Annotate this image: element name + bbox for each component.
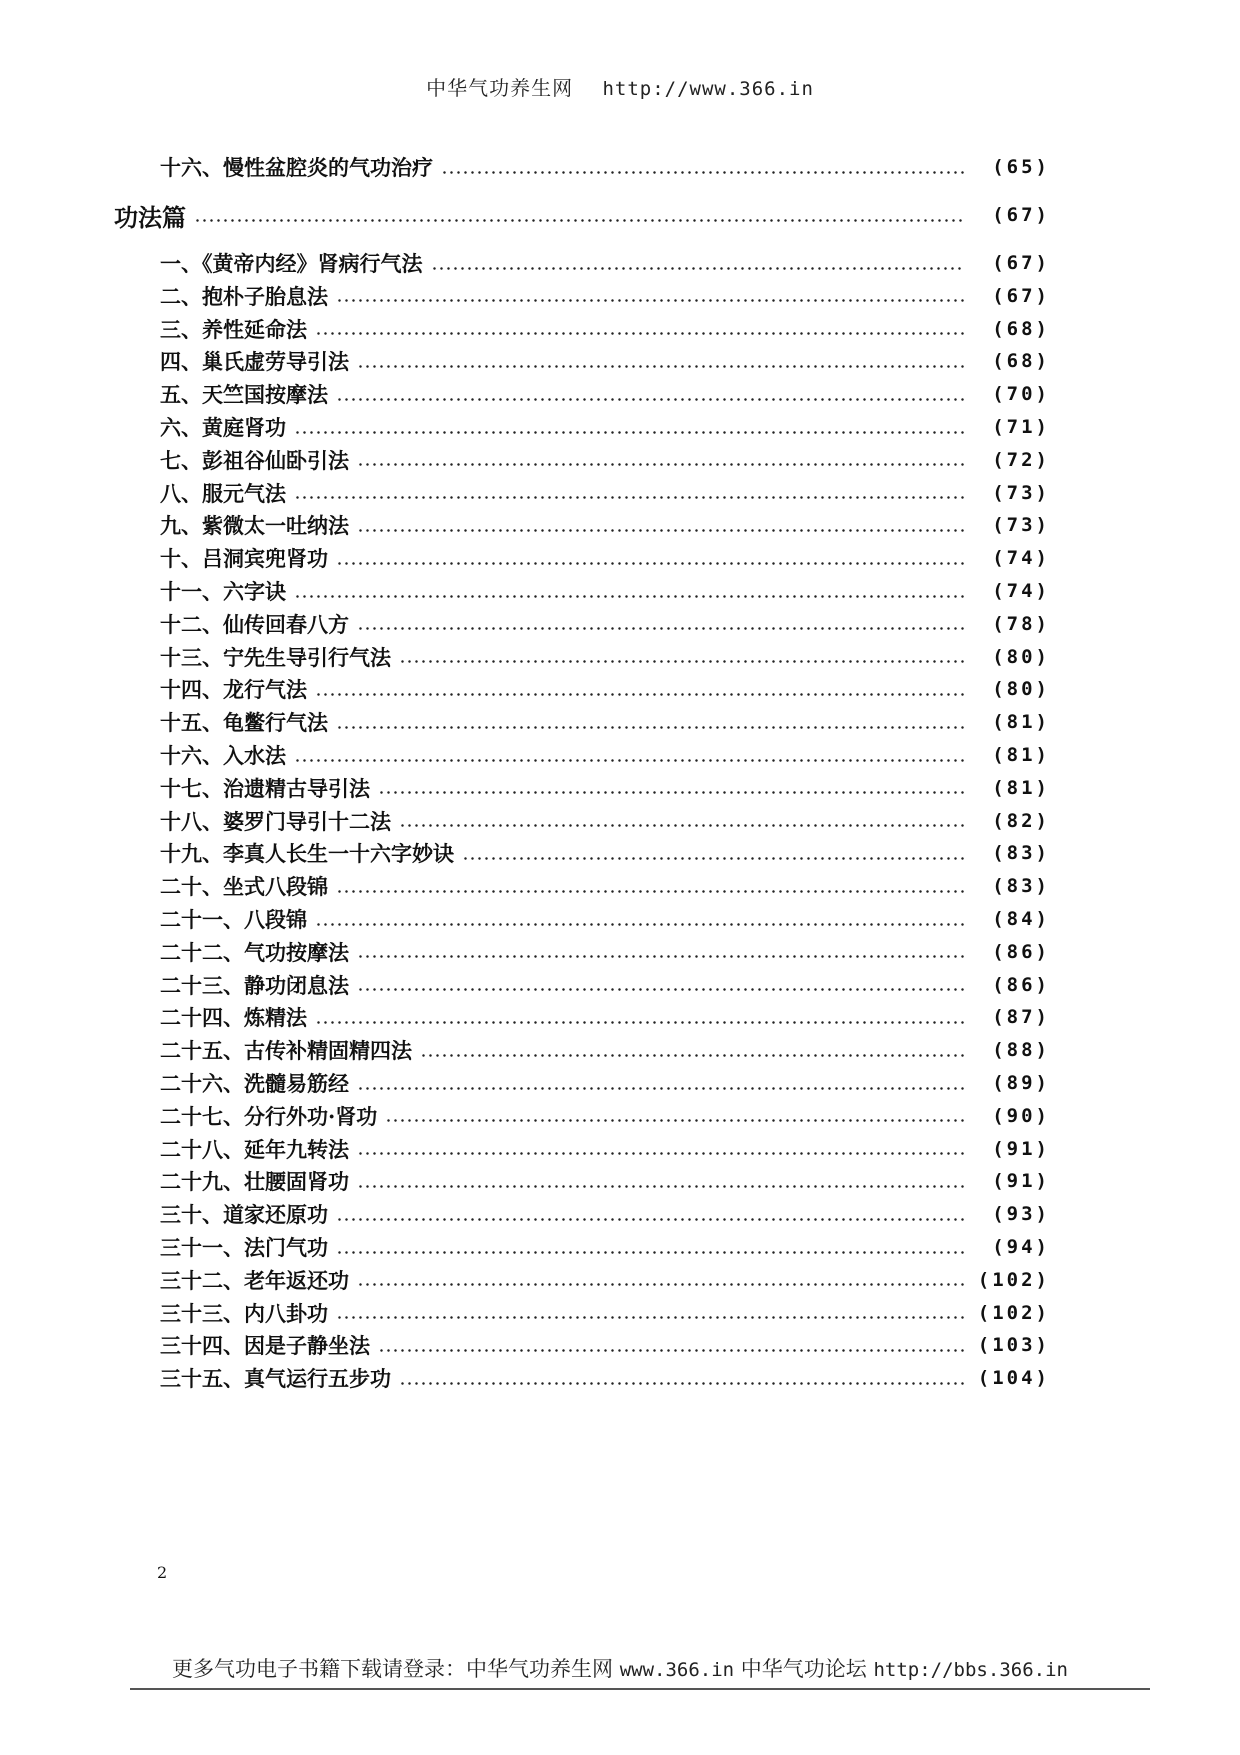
- toc-entry-title: 五、天竺国按摩法: [160, 382, 328, 408]
- toc-entry[interactable]: [160, 937, 1050, 967]
- toc-entry-page: (67): [992, 284, 1050, 307]
- toc-entry-page: (83): [992, 842, 1050, 865]
- dot-leader: [294, 759, 964, 762]
- toc-entry-title: 十四、龙行气法: [160, 677, 307, 703]
- toc-entry[interactable]: [160, 1035, 1050, 1065]
- toc-entry-page: (68): [992, 317, 1050, 340]
- dot-leader: [336, 1251, 964, 1254]
- toc-entry-title: 二十九、壮腰固肾功: [160, 1169, 349, 1195]
- toc-entry[interactable]: [160, 740, 1050, 770]
- toc-entry-title: 二十四、炼精法: [160, 1005, 307, 1031]
- toc-entry[interactable]: [160, 248, 1050, 278]
- toc-entry-title: 二十六、洗髓易筋经: [160, 1071, 349, 1096]
- toc-entry-page: (93): [992, 1203, 1050, 1226]
- toc-entry-title: 十三、宁先生导引行气法: [160, 644, 391, 670]
- toc-entry-title: 二十七、分行外功·肾功: [160, 1103, 378, 1129]
- dot-leader: [420, 1054, 964, 1057]
- toc-entry-page: (102): [977, 1268, 1050, 1291]
- toc-entry[interactable]: [160, 576, 1050, 606]
- toc-entry[interactable]: [160, 1330, 1050, 1360]
- dot-leader: [378, 1349, 964, 1352]
- toc-entry[interactable]: [160, 281, 1050, 311]
- toc-entry-page: (74): [992, 547, 1050, 570]
- toc-entry[interactable]: [160, 773, 1050, 803]
- dot-leader: [357, 1087, 964, 1090]
- toc-entry-title: 二十、坐式八段锦: [160, 874, 328, 900]
- toc-entry-page: (81): [992, 776, 1050, 799]
- toc-entry-page: (87): [992, 1006, 1050, 1029]
- toc-entry-page: (86): [992, 973, 1050, 996]
- dot-leader: [315, 332, 964, 335]
- toc-entry[interactable]: [160, 1166, 1050, 1196]
- toc-entry-title: 一、《黄帝内经》肾病行气法: [160, 251, 423, 276]
- dot-leader: [357, 529, 964, 532]
- toc-entry-title: 三、养性延命法: [160, 316, 307, 342]
- toc-entry[interactable]: [160, 478, 1050, 508]
- toc-entry-title: 十六、慢性盆腔炎的气功治疗: [160, 155, 433, 180]
- toc-entry-page: (71): [992, 416, 1050, 438]
- toc-entry-title: 十六、入水法: [160, 743, 286, 768]
- toc-entry[interactable]: [160, 806, 1050, 836]
- toc-entry[interactable]: [160, 871, 1050, 901]
- footer-forum-label: 中华气功论坛: [740, 1657, 867, 1681]
- dot-leader: [357, 988, 964, 991]
- toc-entry-page: (88): [992, 1039, 1050, 1062]
- toc-entry-page: (94): [992, 1236, 1050, 1258]
- dot-leader: [357, 463, 964, 466]
- dot-leader: [357, 627, 964, 630]
- toc-entry-title: 十二、仙传回春八方: [160, 611, 349, 637]
- toc-entry-page: (91): [992, 1137, 1050, 1160]
- toc-entry-title: 二、抱朴子胎息法: [160, 283, 328, 309]
- toc-entry[interactable]: [160, 510, 1050, 540]
- toc-entry-title: 十七、治遗精古导引法: [160, 775, 370, 801]
- toc-entry-title: 二十八、延年九转法: [160, 1136, 349, 1162]
- toc-entry-page: (73): [992, 514, 1050, 537]
- toc-entry-title: 八、服元气法: [160, 480, 286, 506]
- toc-entry-title: 二十五、古传补精固精四法: [160, 1038, 412, 1064]
- page-header: [0, 72, 1240, 101]
- toc-entry[interactable]: [160, 904, 1050, 934]
- toc-entry[interactable]: [160, 642, 1050, 672]
- toc-entry-title: 十五、龟鳖行气法: [160, 710, 328, 736]
- dot-leader: [336, 562, 964, 565]
- toc-entry-page: (70): [992, 383, 1050, 406]
- dot-leader: [294, 431, 964, 434]
- toc-entry-title: 功法篇: [114, 202, 186, 232]
- toc-entry-title: 四、巢氏虚劳导引法: [160, 349, 349, 375]
- toc-entry[interactable]: [160, 1363, 1050, 1393]
- toc-entry[interactable]: [160, 445, 1050, 475]
- toc-entry-page: (78): [992, 612, 1050, 635]
- dot-leader: [399, 824, 964, 827]
- toc-entry-page: (83): [992, 875, 1050, 898]
- toc-entry-title: 三十二、老年返还功: [160, 1267, 349, 1293]
- dot-leader: [336, 398, 964, 401]
- toc-entry-title: 二十三、静功闭息法: [160, 972, 349, 998]
- dot-leader: [357, 1152, 964, 1155]
- toc-entry-title: 三十四、因是子静坐法: [160, 1333, 370, 1359]
- dot-leader: [336, 726, 964, 729]
- toc-entry[interactable]: [160, 1298, 1050, 1328]
- dot-leader: [357, 1283, 964, 1286]
- toc-entry[interactable]: [160, 838, 1050, 868]
- toc-entry-page: (82): [992, 809, 1050, 832]
- toc-entry-page: (72): [992, 448, 1050, 471]
- toc-entry[interactable]: [160, 674, 1050, 704]
- toc-entry[interactable]: [160, 1068, 1050, 1098]
- header-url[interactable]: http://www.366.in: [602, 78, 814, 100]
- toc-entry[interactable]: [160, 1101, 1050, 1131]
- dot-leader: [378, 791, 964, 794]
- dot-leader: [294, 496, 964, 499]
- dot-leader: [336, 1316, 964, 1319]
- toc-entry-title: 三十一、法门气功: [160, 1235, 328, 1260]
- footer-url-forum[interactable]: http://bbs.366.in: [873, 1659, 1068, 1681]
- footer-text: 更多气功电子书籍下载请登录：中华气功养生网: [172, 1657, 614, 1681]
- toc-entry-page: (81): [992, 711, 1050, 734]
- header-site-name: 中华气功养生网: [426, 76, 574, 100]
- dot-leader: [315, 1021, 964, 1024]
- dot-leader: [357, 1185, 964, 1188]
- toc-entry-page: (74): [992, 580, 1050, 602]
- toc-entry[interactable]: [160, 1134, 1050, 1164]
- toc-entry-page: (103): [977, 1334, 1050, 1357]
- toc-entry-page: (91): [992, 1170, 1050, 1193]
- toc-entry-title: 二十一、八段锦: [160, 907, 307, 932]
- dot-leader: [336, 1218, 964, 1221]
- toc-entry-title: 六、黄庭肾功: [160, 415, 286, 440]
- dot-leader: [399, 660, 964, 663]
- dot-leader: [194, 219, 964, 222]
- dot-leader: [357, 365, 964, 368]
- toc-entry-title: 二十二、气功按摩法: [160, 939, 349, 965]
- toc-entry-page: (80): [992, 645, 1050, 668]
- dot-leader: [294, 595, 964, 598]
- toc-entry[interactable]: [160, 412, 1050, 442]
- toc-entry-title: 十八、婆罗门导引十二法: [160, 808, 391, 834]
- dot-leader: [315, 923, 964, 926]
- toc-entry-page: (67): [992, 252, 1050, 274]
- toc-entry-page: (81): [992, 744, 1050, 766]
- toc-entry-title: 三十三、内八卦功: [160, 1300, 328, 1326]
- page-number: 2: [157, 1563, 168, 1582]
- footer-rule: [130, 1688, 1150, 1690]
- toc-entry-title: 十、吕洞宾兜肾功: [160, 546, 328, 572]
- toc-entry[interactable]: [160, 1002, 1050, 1032]
- toc-entry-page: (102): [977, 1301, 1050, 1324]
- dot-leader: [357, 955, 964, 958]
- toc-entry-page: (73): [992, 481, 1050, 504]
- toc-entry-page: (104): [977, 1367, 1050, 1390]
- toc-entry[interactable]: [160, 543, 1050, 573]
- toc-entry-title: 十一、六字诀: [160, 579, 286, 604]
- toc-entry[interactable]: [160, 379, 1050, 409]
- toc-entry-title: 九、紫微太一吐纳法: [160, 513, 349, 539]
- toc-entry-page: (80): [992, 678, 1050, 701]
- toc-entry-title: 三十、道家还原功: [160, 1202, 328, 1228]
- dot-leader: [399, 1382, 964, 1385]
- toc-entry[interactable]: [160, 346, 1050, 376]
- dot-leader: [385, 1119, 964, 1122]
- toc-entry-page: (86): [992, 940, 1050, 963]
- dot-leader: [431, 267, 965, 270]
- toc-entry[interactable]: [160, 970, 1050, 1000]
- dot-leader: [336, 890, 964, 893]
- toc-entry-page: (68): [992, 350, 1050, 373]
- dot-leader: [336, 299, 964, 302]
- toc-section-heading[interactable]: [114, 200, 1050, 230]
- toc-entry-page: (65): [992, 156, 1050, 178]
- toc-entry-page: (89): [992, 1072, 1050, 1094]
- page-footer: [0, 1653, 1240, 1683]
- toc-entry[interactable]: [160, 1199, 1050, 1229]
- toc-entry-title: 十九、李真人长生一十六字妙诀: [160, 841, 454, 867]
- toc-entry-page: (84): [992, 908, 1050, 930]
- toc-entry-page: (90): [992, 1104, 1050, 1127]
- dot-leader: [441, 171, 964, 174]
- toc-entry-title: 七、彭祖谷仙卧引法: [160, 447, 349, 473]
- dot-leader: [462, 857, 964, 860]
- footer-url-main[interactable]: www.366.in: [619, 1659, 735, 1681]
- toc-entry[interactable]: [160, 609, 1050, 639]
- toc-entry[interactable]: [160, 152, 1050, 182]
- dot-leader: [315, 693, 964, 696]
- toc-entry[interactable]: [160, 1265, 1050, 1295]
- toc-entry[interactable]: [160, 1232, 1050, 1262]
- toc-entry-page: (67): [992, 204, 1050, 226]
- toc-entry[interactable]: [160, 314, 1050, 344]
- toc-entry-title: 三十五、真气运行五步功: [160, 1366, 391, 1392]
- toc-entry[interactable]: [160, 707, 1050, 737]
